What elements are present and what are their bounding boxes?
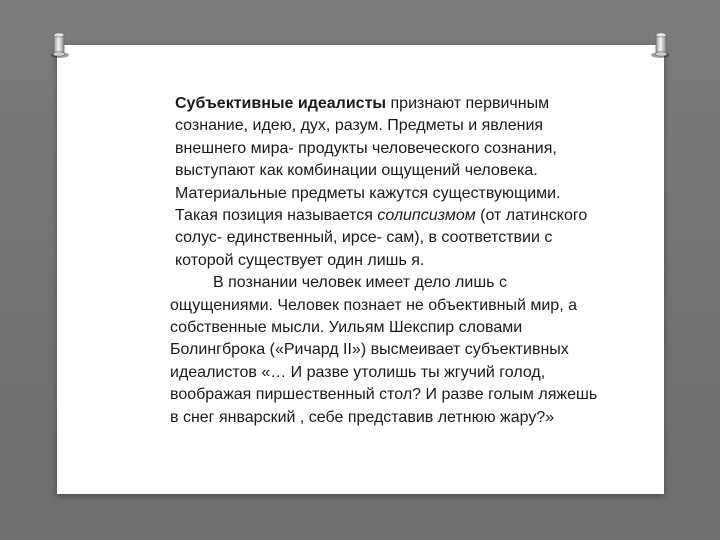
paragraph-subjective-idealists [170,93,600,272]
paragraph1-text-part2: (от латинского солус- единственный, ирсе- сам), в соответствии с которой существует один лишь я. [175,207,588,269]
main-text-block [170,93,600,429]
paragraph1-text-part1: признают первичным сознание, идею, дух, разум. Предметы и явления внешнего мира- продукты человеческого сознания, выступают как комбинации ощущений человека. Материальные предметы кажутся существующими. Такая позиция называется [175,95,561,225]
pushpin-icon [648,30,674,60]
pushpin-icon [46,30,72,60]
term-subjective-idealists: Субъективные идеалисты [175,95,387,112]
paragraph-cognition: В познании человек имеет дело лишь с ощущениями. Человек познает не объективный мир, а собственные мысли. Уильям Шекспир словами Болингброка («Ричард II») высмеивает субъективных идеалистов «… И разве утолишь ты жгучий голод, воображая пиршественный стол? И разве голым ляжешь в снег январский , себе представив летнюю жару?» [170,274,598,426]
term-solipsism: солипсизмом [377,207,476,225]
